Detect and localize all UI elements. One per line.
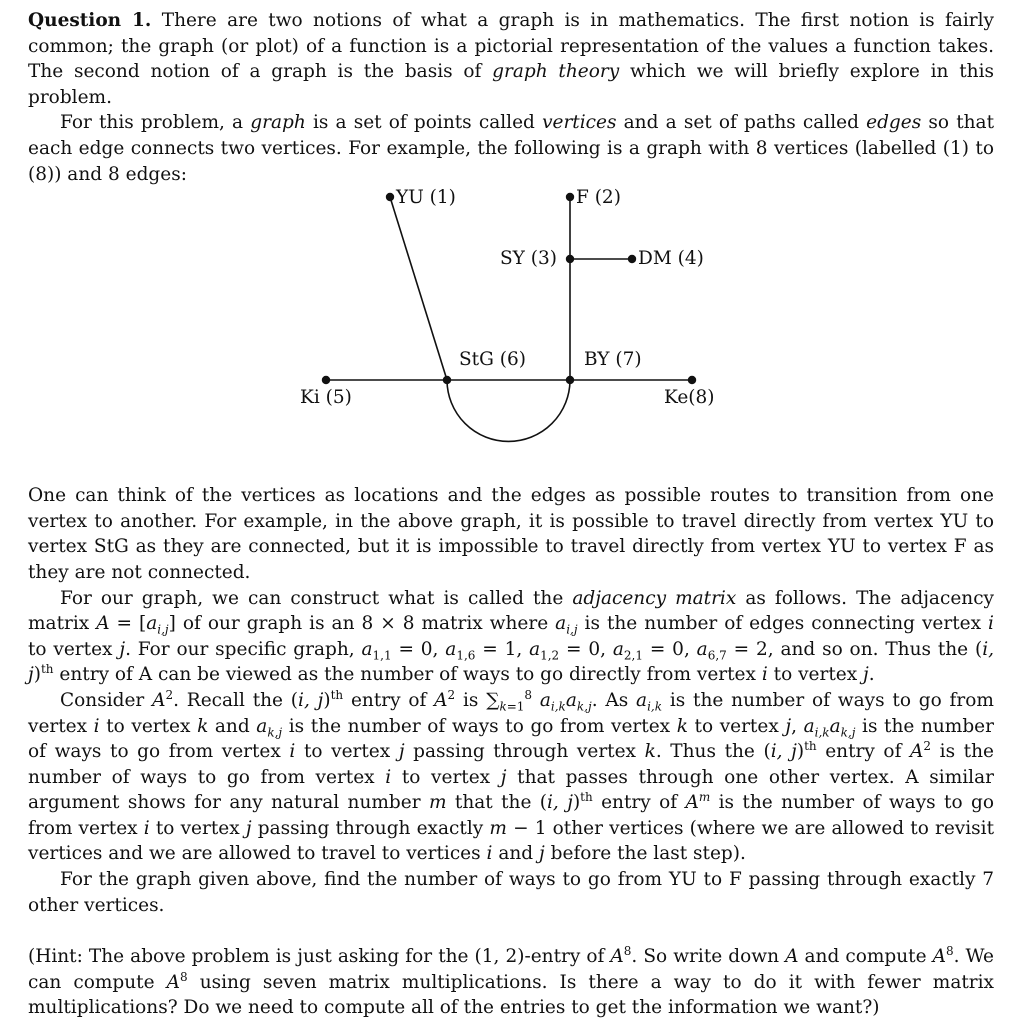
vertex-label-sy: SY (3) (500, 248, 557, 270)
paragraph-task: For the graph given above, find the number of ways to go from YU to F passing through exactly 7 other vertices. (28, 869, 994, 916)
graph-edges (28, 187, 994, 483)
vertex-6-dot (443, 376, 451, 384)
question-title: Question 1. (28, 10, 152, 31)
paragraph-powers: Consider $A^2$. Recall the (i, j)$^{th}$ entry of $A^2$ is $\sum_{k=1}^8$ $a_{i,k}a_{k,j}$. As $a_{i,k}$ is the number of ways to go from vertex i to vertex k and $a_{k,j}$ is the number of ways to go from vertex k to vertex j, $a_{i,k}a_{k,j}$ is the number of ways to go from vertex i to vertex j passing through vertex k. Thus the (i, j)$^{th}$ entry of $A^2$ is the number of ways to go from vertex i to vertex j that passes through one other vertex. A similar argument shows for any natural number m that the (i, j)$^{th}$ entry of $A^m$ is the number of ways to go from vertex i to vertex j passing through exactly m − 1 other vertices (where we are allowed to revisit vertices and we are allowed to travel to vertices i and j before the last step). (28, 687, 994, 865)
paragraph-hint: (Hint: The above problem is just asking for the (1, 2)-entry of $A^8$. So write down A and compute $A^8$. We can compute $A^8$ using seven matrix multiplications. Is there a way to do it with fewer matrix multiplications? Do we need to compute all of the entries to get the information we want?) (28, 944, 994, 1019)
paragraph-adjacency: For our graph, we can construct what is called the adjacency matrix as follows. The adjacency matrix $A = [a_{i,j}]$ of our graph is an 8 × 8 matrix where $a_{i,j}$ is the number of edges connecting vertex i to vertex j. For our specific graph, $a_{1,1} = 0$, $a_{1,6} = 1$, $a_{1,2} = 0$, $a_{2,1} = 0$, $a_{6,7} = 2$, and so on. Thus the (i, j)$^{th}$ entry of A can be viewed as the number of ways to go directly from vertex i to vertex j. (28, 587, 995, 686)
graph-diagram (28, 187, 994, 483)
vertex-7-dot (566, 376, 574, 384)
vertex-label-dm: DM (4) (638, 248, 704, 270)
vertex-label-stg: StG (6) (459, 349, 526, 371)
vertex-2-dot (566, 193, 574, 201)
vertex-label-f: F (2) (576, 187, 621, 209)
paragraph-routes: One can think of the vertices as locations and the edges as possible routes to transition from one vertex to another. For example, in the above graph, it is possible to travel directly from vertex YU to vertex StG as they are connected, but it is impossible to travel directly from vertex YU to vertex F as they are not connected. (28, 485, 994, 583)
graph-definition: For this problem, a graph is a set of points called vertices and a set of paths called edges so that each edge connects two vertices. For example, the following is a graph with 8 vertices (labelled (1) to (8)) and 8 edges: (28, 112, 995, 185)
vertex-label-ki: Ki (5) (300, 387, 352, 409)
question-intro: Question 1. There are two notions of what a graph is in mathematics. The first notion is fairly common; the graph (or plot) of a function is a pictorial representation of the values a function takes. The second notion of a graph is the basis of graph theory which we will briefly explore in this problem. (28, 10, 994, 108)
edge-stg-by-arc (447, 380, 570, 441)
vertex-8-dot (688, 376, 696, 384)
vertex-5-dot (322, 376, 330, 384)
vertex-3-dot (566, 255, 574, 263)
edge-yu-stg-full (390, 197, 447, 380)
question-page (28, 8, 994, 1021)
vertex-4-dot (628, 255, 636, 263)
vertex-label-yu: YU (1) (396, 187, 456, 209)
vertex-label-by: BY (7) (584, 349, 642, 371)
vertex-1-dot (386, 193, 394, 201)
vertex-label-ke: Ke(8) (664, 387, 715, 409)
